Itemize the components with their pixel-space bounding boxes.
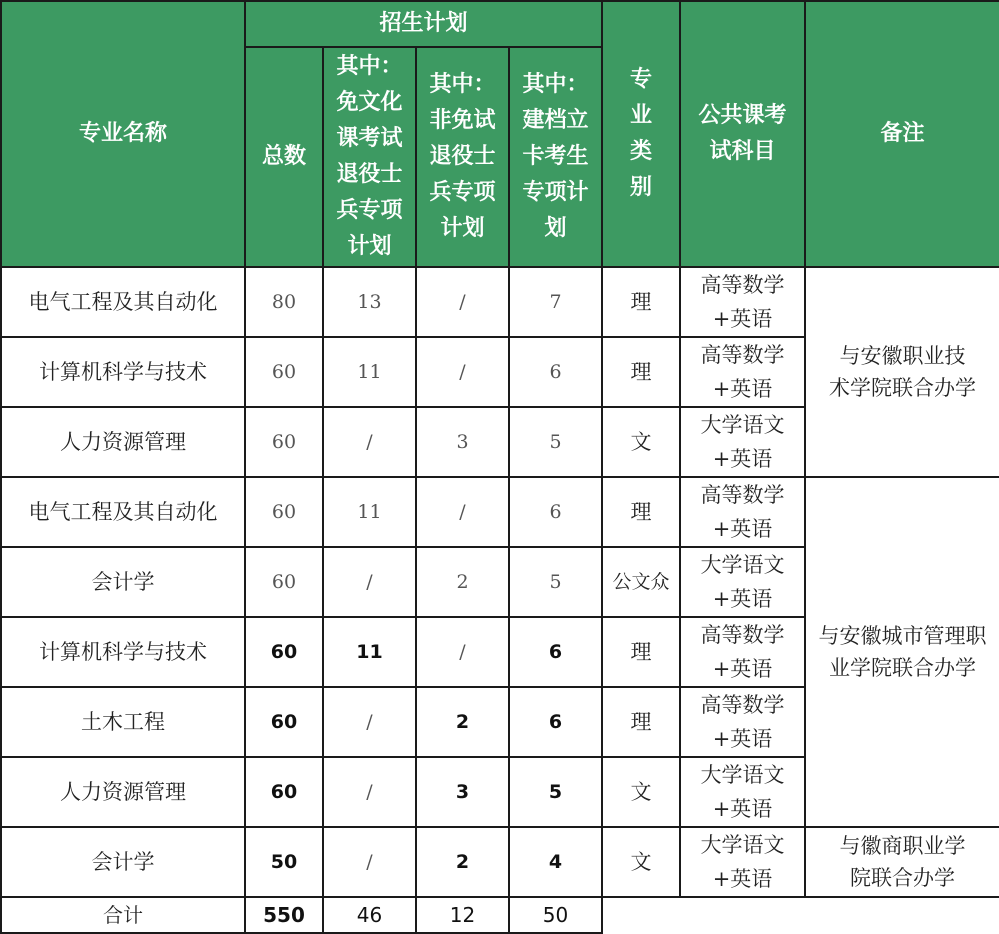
category-cell: 理: [602, 617, 680, 687]
exempt-cell: /: [323, 407, 416, 477]
poverty-cell: 5: [509, 407, 602, 477]
exam-text: 高等数学 +英语: [700, 483, 785, 541]
exam-text: 高等数学 +英语: [700, 623, 785, 681]
header-nonexempt-veteran: [416, 47, 509, 267]
category-cell: 文: [602, 407, 680, 477]
exempt-cell: 13: [323, 267, 416, 337]
exempt-cell: 11: [323, 337, 416, 407]
exam-cell: [680, 617, 805, 687]
major-cell: 人力资源管理: [1, 407, 245, 477]
category-cell: 理: [602, 687, 680, 757]
total-cell: 60: [245, 337, 323, 407]
exam-text: 高等数学 +英语: [700, 273, 785, 331]
total-label: 合计: [1, 897, 245, 933]
total-cell: 60: [245, 477, 323, 547]
header-remarks: 备注: [805, 1, 999, 267]
exam-cell: [680, 477, 805, 547]
major-cell: 计算机科学与技术: [1, 617, 245, 687]
nonexempt-cell: /: [416, 617, 509, 687]
exam-text: 大学语文 +英语: [700, 763, 785, 821]
header-exempt-veteran-text: 其中： 免文化 课考试 退役士 兵专项 计划: [336, 54, 403, 259]
remark-cell-group2: [805, 477, 999, 827]
total-cell: 50: [245, 827, 323, 897]
major-cell: 电气工程及其自动化: [1, 477, 245, 547]
header-poverty-text: 其中： 建档立 卡考生 专项计 划: [522, 72, 589, 241]
nonexempt-cell: /: [416, 267, 509, 337]
nonexempt-cell: /: [416, 477, 509, 547]
exam-cell: [680, 337, 805, 407]
poverty-cell: 6: [509, 337, 602, 407]
remark-text-group1: 与安徽职业技 术学院联合办学: [829, 344, 977, 400]
poverty-cell: 6: [509, 617, 602, 687]
remark-text-group3: 与徽商职业学 院联合办学: [839, 834, 966, 890]
exam-cell: [680, 687, 805, 757]
major-cell: 土木工程: [1, 687, 245, 757]
header-exam-subjects-text: 公共课考 试科目: [698, 103, 787, 164]
header-nonexempt-veteran-text: 其中： 非免试 退役士 兵专项 计划: [429, 72, 496, 241]
exempt-total-cell: 46: [323, 897, 416, 933]
exempt-cell: /: [323, 547, 416, 617]
nonexempt-cell: 3: [416, 757, 509, 827]
total-cell: 60: [245, 617, 323, 687]
header-exam-subjects: [680, 1, 805, 267]
exam-text: 大学语文 +英语: [700, 553, 785, 611]
major-cell: 会计学: [1, 547, 245, 617]
grand-total-cell: 550: [245, 897, 323, 933]
remark-cell-group1: [805, 267, 999, 477]
exempt-cell: /: [323, 757, 416, 827]
remark-text-group2: 与安徽城市管理职 业学院联合办学: [818, 624, 987, 680]
table-row: [1, 827, 999, 897]
major-cell: 会计学: [1, 827, 245, 897]
exam-text: 大学语文 +英语: [700, 833, 785, 891]
header-exempt-veteran: [323, 47, 416, 267]
exam-cell: [680, 757, 805, 827]
header-total: 总数: [245, 47, 323, 267]
total-row: [1, 897, 999, 933]
exam-cell: [680, 827, 805, 897]
poverty-cell: 4: [509, 827, 602, 897]
remark-cell-group3: [805, 827, 999, 897]
poverty-cell: 6: [509, 477, 602, 547]
nonexempt-total-cell: 12: [416, 897, 509, 933]
exam-text: 高等数学 +英语: [700, 693, 785, 751]
poverty-cell: 6: [509, 687, 602, 757]
exempt-cell: 11: [323, 477, 416, 547]
exam-cell: [680, 547, 805, 617]
exam-text: 大学语文 +英语: [700, 413, 785, 471]
exam-cell: [680, 407, 805, 477]
nonexempt-cell: 3: [416, 407, 509, 477]
header-category: [602, 1, 680, 267]
nonexempt-cell: 2: [416, 547, 509, 617]
category-cell: 文: [602, 757, 680, 827]
major-cell: 计算机科学与技术: [1, 337, 245, 407]
exam-text: 高等数学 +英语: [700, 343, 785, 401]
category-cell: 文: [602, 827, 680, 897]
nonexempt-cell: /: [416, 337, 509, 407]
header-category-text: 专 业 类 别: [630, 67, 653, 200]
total-row-blank: [602, 897, 999, 933]
exempt-cell: 11: [323, 617, 416, 687]
category-cell: 理: [602, 267, 680, 337]
exempt-cell: /: [323, 687, 416, 757]
total-cell: 80: [245, 267, 323, 337]
exempt-cell: /: [323, 827, 416, 897]
total-cell: 60: [245, 547, 323, 617]
header-poverty: [509, 47, 602, 267]
exam-cell: [680, 267, 805, 337]
total-cell: 60: [245, 687, 323, 757]
category-cell: 公文众: [602, 547, 680, 617]
category-cell: 理: [602, 477, 680, 547]
total-cell: 60: [245, 757, 323, 827]
poverty-cell: 5: [509, 757, 602, 827]
nonexempt-cell: 2: [416, 827, 509, 897]
category-cell: 理: [602, 337, 680, 407]
header-major-name: 专业名称: [1, 1, 245, 267]
major-cell: 电气工程及其自动化: [1, 267, 245, 337]
poverty-cell: 7: [509, 267, 602, 337]
table-row: [1, 267, 999, 337]
table-row: [1, 477, 999, 547]
total-cell: 60: [245, 407, 323, 477]
poverty-total-cell: 50: [509, 897, 602, 933]
header-plan-group: 招生计划: [245, 1, 602, 47]
major-cell: 人力资源管理: [1, 757, 245, 827]
poverty-cell: 5: [509, 547, 602, 617]
nonexempt-cell: 2: [416, 687, 509, 757]
